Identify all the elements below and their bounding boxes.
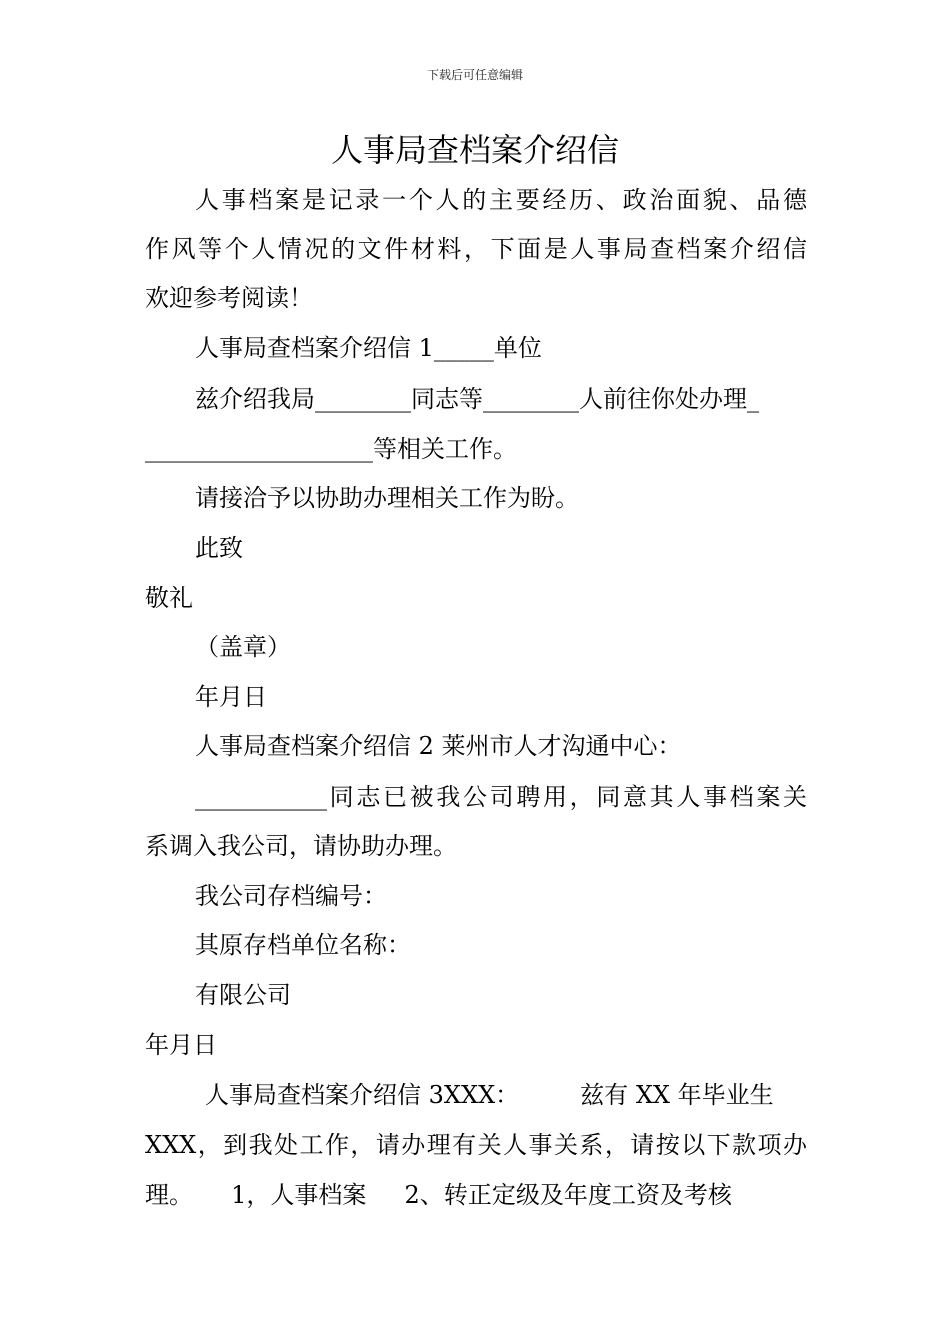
letter-1-heading: 人事局查档案介绍信 1_____单位 xyxy=(195,334,542,362)
paragraph-line: XXX，到我处工作，请办理有关人事关系，请按以下款项办 xyxy=(145,1131,807,1159)
paragraph-line: 人事档案是记录一个人的主要经历、政治面貌、品德 xyxy=(195,186,807,214)
paragraph-line: 敬礼 xyxy=(145,584,193,612)
page-title: 人事局查档案介绍信 xyxy=(330,131,619,169)
paragraph-line: 我公司存档编号： xyxy=(195,882,387,910)
paragraph-line: 欢迎参考阅读！ xyxy=(145,284,313,312)
letter-2-heading: 人事局查档案介绍信 2 莱州市人才沟通中心： xyxy=(195,732,682,760)
letter-3-heading: 人事局查档案介绍信 3XXX： 兹有 XX 年毕业生 xyxy=(205,1081,774,1109)
paragraph-line: 作风等个人情况的文件材料，下面是人事局查档案介绍信 xyxy=(145,235,807,263)
paragraph-line: 系调入我公司，请协助办理。 xyxy=(145,832,457,860)
paragraph-line: ___________同志已被我公司聘用，同意其人事档案关 xyxy=(195,783,807,811)
paragraph-line: 兹介绍我局________同志等________人前往你处办理_ xyxy=(195,385,759,413)
date-line: 年月日 xyxy=(145,1031,217,1059)
paragraph-line: 理。 1，人事档案 2、转正定级及年度工资及考核 xyxy=(145,1181,732,1209)
paragraph-line: ___________________等相关工作。 xyxy=(145,435,517,463)
paragraph-line: 有限公司 xyxy=(195,981,291,1009)
seal-note: （盖章） xyxy=(195,633,291,661)
date-line: 年月日 xyxy=(195,683,267,711)
header-note: 下载后可任意编辑 xyxy=(426,68,523,82)
paragraph-line: 其原存档单位名称： xyxy=(195,931,411,959)
paragraph-line: 请接洽予以协助办理相关工作为盼。 xyxy=(195,484,579,512)
paragraph-line: 此致 xyxy=(195,534,243,562)
